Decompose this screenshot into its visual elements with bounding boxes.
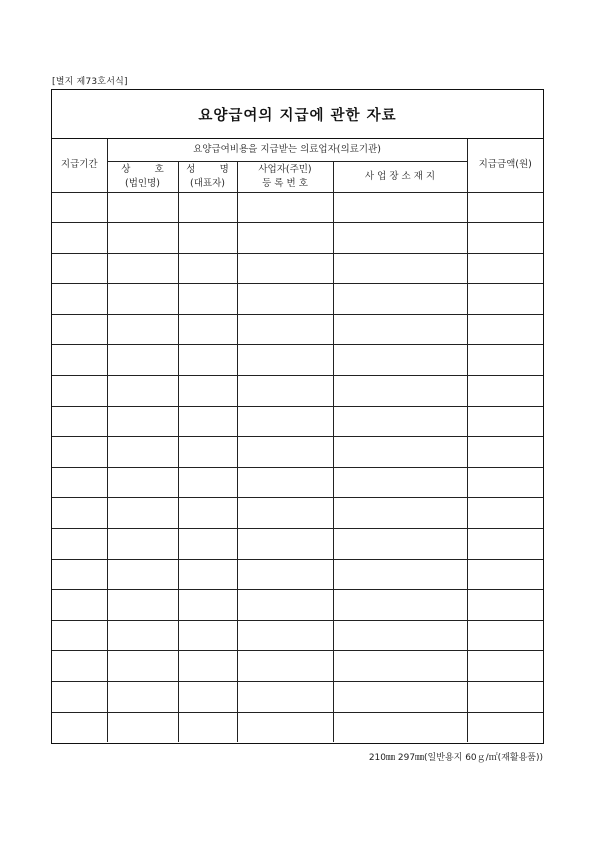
representative-cell[interactable] [178,467,237,498]
registration-number-cell[interactable] [237,406,333,437]
table-row [52,437,543,468]
period-cell[interactable] [52,682,107,713]
amount-cell[interactable] [467,682,543,713]
trade-name-cell[interactable] [107,467,178,498]
table-row [52,651,543,682]
trade-name-cell[interactable] [107,345,178,376]
registration-number-cell[interactable] [237,437,333,468]
trade-name-cell[interactable] [107,651,178,682]
amount-cell[interactable] [467,406,543,437]
table-row [52,345,543,376]
trade-name-cell[interactable] [107,590,178,621]
trade-name-cell[interactable] [107,406,178,437]
table-row [52,620,543,651]
period-cell[interactable] [52,651,107,682]
registration-number-cell[interactable] [237,192,333,223]
representative-cell[interactable] [178,314,237,345]
trade-name-cell[interactable] [107,620,178,651]
form-title: 요양급여의 지급에 관한 자료 [198,107,397,124]
table-row [52,406,543,437]
representative-cell[interactable] [178,620,237,651]
trade-name-cell[interactable] [107,192,178,223]
representative-cell[interactable] [178,345,237,376]
amount-cell[interactable] [467,498,543,529]
trade-name-cell[interactable] [107,376,178,407]
table-body [52,192,543,742]
address-cell[interactable] [333,712,467,742]
amount-cell[interactable] [467,376,543,407]
header-representative-name [178,161,237,192]
table-row [52,192,543,223]
address-cell[interactable] [333,406,467,437]
period-cell[interactable] [52,345,107,376]
table-row [52,376,543,407]
period-cell[interactable] [52,529,107,560]
table-row [52,314,543,345]
table-row [52,498,543,529]
trade-name-cell[interactable] [107,498,178,529]
form-reference: [별지 제73호서식] [52,77,128,87]
representative-cell[interactable] [178,682,237,713]
payment-table [52,139,543,742]
period-cell[interactable] [52,376,107,407]
header-reg-sub: 등 록 번 호 [262,177,308,189]
registration-number-cell[interactable] [237,467,333,498]
trade-name-cell[interactable] [107,284,178,315]
amount-cell[interactable] [467,590,543,621]
period-cell[interactable] [52,314,107,345]
trade-name-cell[interactable] [107,437,178,468]
trade-name-cell[interactable] [107,223,178,254]
amount-cell[interactable] [467,467,543,498]
period-cell[interactable] [52,467,107,498]
header-trade-name-label: 상 호 [121,163,164,175]
address-cell[interactable] [333,314,467,345]
amount-cell[interactable] [467,651,543,682]
trade-name-cell[interactable] [107,559,178,590]
amount-cell[interactable] [467,620,543,651]
address-cell[interactable] [333,498,467,529]
table-row [52,467,543,498]
header-registration-number [237,161,333,192]
period-cell[interactable] [52,406,107,437]
table-row [52,284,543,315]
table-row [52,712,543,742]
header-name-label: 성 명 [186,163,229,175]
registration-number-cell[interactable] [237,590,333,621]
header-payment-amount: 지급금액(원) [467,139,543,192]
amount-cell[interactable] [467,345,543,376]
representative-cell[interactable] [178,651,237,682]
address-cell[interactable] [333,682,467,713]
table-row [52,682,543,713]
representative-cell[interactable] [178,406,237,437]
period-cell[interactable] [52,498,107,529]
address-cell[interactable] [333,529,467,560]
address-cell[interactable] [333,284,467,315]
representative-cell[interactable] [178,437,237,468]
header-reg-label: 사업자(주민) [258,163,312,175]
table-row [52,590,543,621]
representative-cell[interactable] [178,712,237,742]
amount-cell[interactable] [467,314,543,345]
period-cell[interactable] [52,192,107,223]
amount-cell[interactable] [467,437,543,468]
address-cell[interactable] [333,223,467,254]
trade-name-cell[interactable] [107,682,178,713]
address-cell[interactable] [333,376,467,407]
header-trade-name-sub: (법인명) [125,177,160,189]
period-cell[interactable] [52,223,107,254]
representative-cell[interactable] [178,223,237,254]
registration-number-cell[interactable] [237,620,333,651]
header-medical-provider-group: 요양급여비용을 지급받는 의료업자(의료기관) [107,139,467,161]
address-cell[interactable] [333,437,467,468]
header-business-address: 사 업 장 소 재 지 [333,161,467,192]
registration-number-cell[interactable] [237,498,333,529]
registration-number-cell[interactable] [237,682,333,713]
amount-cell[interactable] [467,712,543,742]
paper-spec-footer: 210㎜ 297㎜(일반용지 60ｇ/㎡(재활용품)) [368,753,543,763]
period-cell[interactable] [52,437,107,468]
table-row [52,223,543,254]
amount-cell[interactable] [467,529,543,560]
table-row [52,559,543,590]
period-cell[interactable] [52,590,107,621]
registration-number-cell[interactable] [237,376,333,407]
address-cell[interactable] [333,590,467,621]
registration-number-cell[interactable] [237,253,333,284]
registration-number-cell[interactable] [237,223,333,254]
representative-cell[interactable] [178,192,237,223]
period-cell[interactable] [52,559,107,590]
amount-cell[interactable] [467,253,543,284]
address-cell[interactable] [333,192,467,223]
amount-cell[interactable] [467,559,543,590]
amount-cell[interactable] [467,223,543,254]
table-row [52,253,543,284]
period-cell[interactable] [52,253,107,284]
registration-number-cell[interactable] [237,529,333,560]
amount-cell[interactable] [467,192,543,223]
representative-cell[interactable] [178,498,237,529]
trade-name-cell[interactable] [107,712,178,742]
address-cell[interactable] [333,345,467,376]
registration-number-cell[interactable] [237,712,333,742]
address-cell[interactable] [333,559,467,590]
representative-cell[interactable] [178,376,237,407]
header-trade-name [107,161,178,192]
period-cell[interactable] [52,620,107,651]
address-cell[interactable] [333,620,467,651]
period-cell[interactable] [52,712,107,742]
address-cell[interactable] [333,651,467,682]
payment-data-form [51,89,544,744]
representative-cell[interactable] [178,590,237,621]
trade-name-cell[interactable] [107,253,178,284]
registration-number-cell[interactable] [237,314,333,345]
representative-cell[interactable] [178,529,237,560]
registration-number-cell[interactable] [237,559,333,590]
title-row [52,90,543,139]
header-name-sub: (대표자) [190,177,225,189]
trade-name-cell[interactable] [107,529,178,560]
address-cell[interactable] [333,467,467,498]
registration-number-cell[interactable] [237,284,333,315]
trade-name-cell[interactable] [107,314,178,345]
period-cell[interactable] [52,284,107,315]
address-cell[interactable] [333,253,467,284]
representative-cell[interactable] [178,253,237,284]
header-payment-period: 지급기간 [52,139,107,192]
representative-cell[interactable] [178,559,237,590]
table-row [52,529,543,560]
representative-cell[interactable] [178,284,237,315]
amount-cell[interactable] [467,284,543,315]
registration-number-cell[interactable] [237,651,333,682]
registration-number-cell[interactable] [237,345,333,376]
